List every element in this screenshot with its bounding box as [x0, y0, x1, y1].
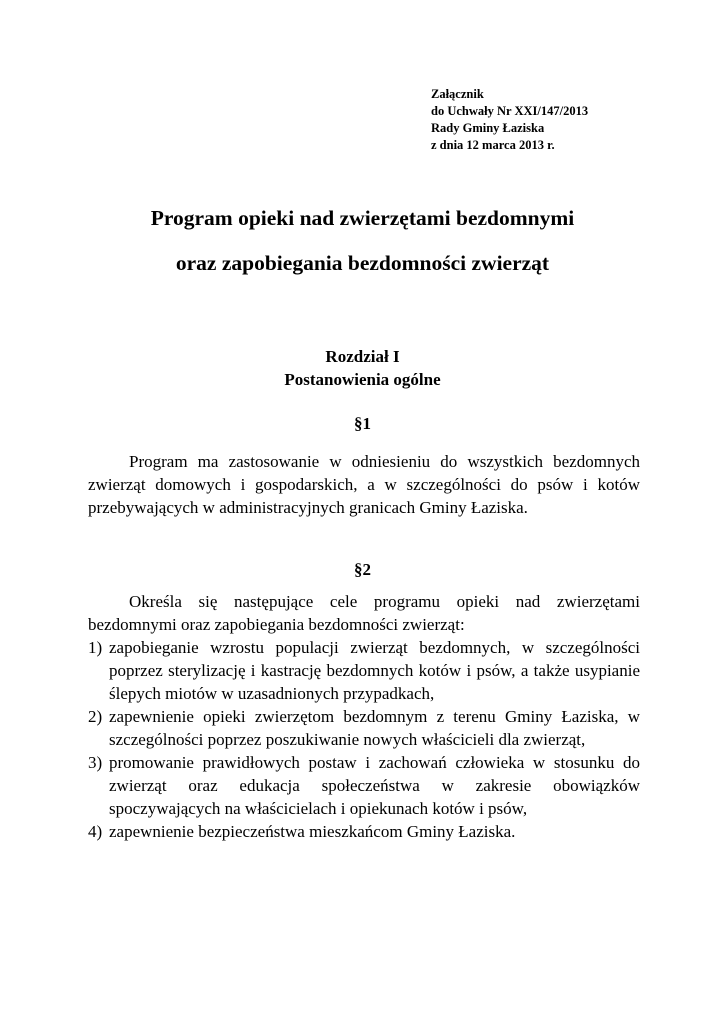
section-1-mark: §1	[354, 414, 371, 433]
list-item	[88, 751, 640, 820]
annex-date: z dnia 12 marca 2013 r.	[431, 138, 555, 152]
annex-council-name: Rady Gminy Łaziska	[431, 121, 545, 135]
list-item	[88, 705, 640, 751]
section-1-text: Program ma zastosowanie w odniesieniu do wszystkich bezdomnych zwierząt domowych i gospodarskich, a w szczególności do psów i kotów przebywających w administracyjnych granicach Gminy Łaziska.	[88, 452, 640, 517]
annex-header	[431, 86, 588, 154]
document-title-line-1: Program opieki nad zwierzętami bezdomnymi	[150, 206, 575, 230]
section-2-goals-list	[88, 636, 640, 843]
list-item-text: promowanie prawidłowych postaw i zachowań człowieka w stosunku do zwierząt oraz edukacja społeczeństwa w zakresie obowiązków spoczywających na właścicielach i opiekunach kotów i psów,	[109, 753, 640, 818]
list-item-text: zapewnienie bezpieczeństwa mieszkańcom Gminy Łaziska.	[109, 822, 516, 841]
section-2-mark: §2	[354, 560, 371, 579]
list-item	[88, 820, 640, 843]
chapter-name: Postanowienia ogólne	[284, 370, 441, 389]
section-2-intro: Określa się następujące cele programu opieki nad zwierzętami bezdomnymi oraz zapobiegania bezdomności zwierząt:	[88, 592, 640, 634]
list-item-text: zapewnienie opieki zwierzętom bezdomnym z terenu Gminy Łaziska, w szczególności poprzez poszukiwanie nowych właścicieli dla zwierząt,	[109, 707, 640, 749]
list-item	[88, 636, 640, 705]
list-item-number: 3)	[88, 753, 103, 772]
chapter-number: Rozdział I	[325, 347, 400, 366]
document-title-line-2: oraz zapobiegania bezdomności zwierząt	[175, 251, 550, 275]
annex-label: Załącznik	[431, 87, 484, 101]
list-item-number: 2)	[88, 707, 103, 726]
list-item-number: 4)	[88, 822, 103, 841]
annex-resolution-number: do Uchwały Nr XXI/147/2013	[431, 104, 589, 118]
list-item-text: zapobieganie wzrostu populacji zwierząt bezdomnych, w szczególności poprzez sterylizację i kastrację bezdomnych kotów i psów, a także usypianie ślepych miotów w uzasadnionych przypadkach,	[109, 638, 640, 703]
list-item-number: 1)	[88, 638, 103, 657]
